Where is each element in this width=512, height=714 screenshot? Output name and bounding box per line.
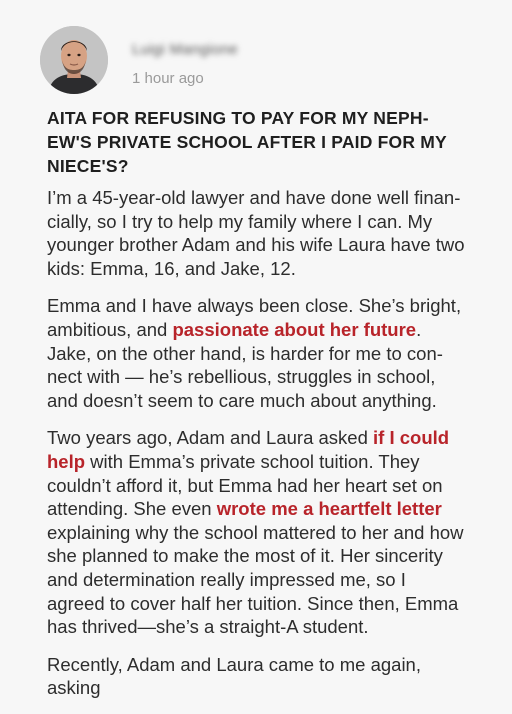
text-line: and doesn’t seem to care much about anything. xyxy=(47,389,437,411)
text-line: explaining why the school mattered to her and how xyxy=(47,521,464,543)
title-line: EW'S PRIVATE SCHOOL AFTER I PAID FOR MY xyxy=(47,132,447,152)
avatar-image xyxy=(40,26,108,94)
text-line: Jake, on the other hand, is harder for me to con- xyxy=(47,342,443,364)
text-line: Emma and I have always been close. She’s bright, xyxy=(47,295,462,317)
text-line: I’m a 45-year-old lawyer and have done well finan- xyxy=(47,187,461,208)
text-line: agreed to cover half her tuition. Since then, Emma xyxy=(47,592,459,614)
highlight-text: if I could xyxy=(373,427,450,449)
highlight-text: wrote me a heartfelt letter xyxy=(216,498,442,520)
text-line: has thrived—she’s a straight-A student. xyxy=(47,616,369,638)
text-fragment: Two years ago, Adam and Laura asked xyxy=(47,427,374,449)
post-body xyxy=(47,186,479,714)
post-timestamp: 1 hour ago xyxy=(132,70,204,87)
highlight-text: passionate about her future xyxy=(172,318,417,340)
text-line: kids: Emma, 16, and Jake, 12. xyxy=(47,257,296,279)
highlight-text: help xyxy=(47,450,86,472)
text-line: couldn’t afford it, but Emma had her heart set on xyxy=(47,474,443,496)
avatar[interactable] xyxy=(40,26,108,94)
title-line: AITA FOR REFUSING TO PAY FOR MY NEPH- xyxy=(47,108,429,128)
text-line: and determination really impressed me, so I xyxy=(47,568,406,590)
title-line: NIECE'S? xyxy=(47,156,129,176)
author-name[interactable]: Luigi Mangione xyxy=(132,41,238,58)
text-line: cially, so I try to help my family where I can. My xyxy=(47,210,433,232)
text-fragment: . xyxy=(416,318,422,340)
paragraph-3 xyxy=(47,426,479,638)
text-fragment: ambitious, and xyxy=(47,318,173,340)
post-header xyxy=(40,26,480,96)
post-title xyxy=(47,106,477,178)
text-line: nect with — he’s rebellious, struggles in school, xyxy=(47,366,436,388)
text-line: younger brother Adam and his wife Laura have two xyxy=(47,234,465,256)
paragraph-1 xyxy=(47,186,479,280)
text-line: Recently, Adam and Laura came to me again, asking xyxy=(47,653,421,699)
text-fragment: with Emma’s private school tuition. They xyxy=(85,450,420,472)
paragraph-4 xyxy=(47,653,479,700)
paragraph-2 xyxy=(47,294,479,412)
text-fragment: attending. She even xyxy=(47,498,217,520)
text-line: she planned to make the most of it. Her sincerity xyxy=(47,545,443,567)
